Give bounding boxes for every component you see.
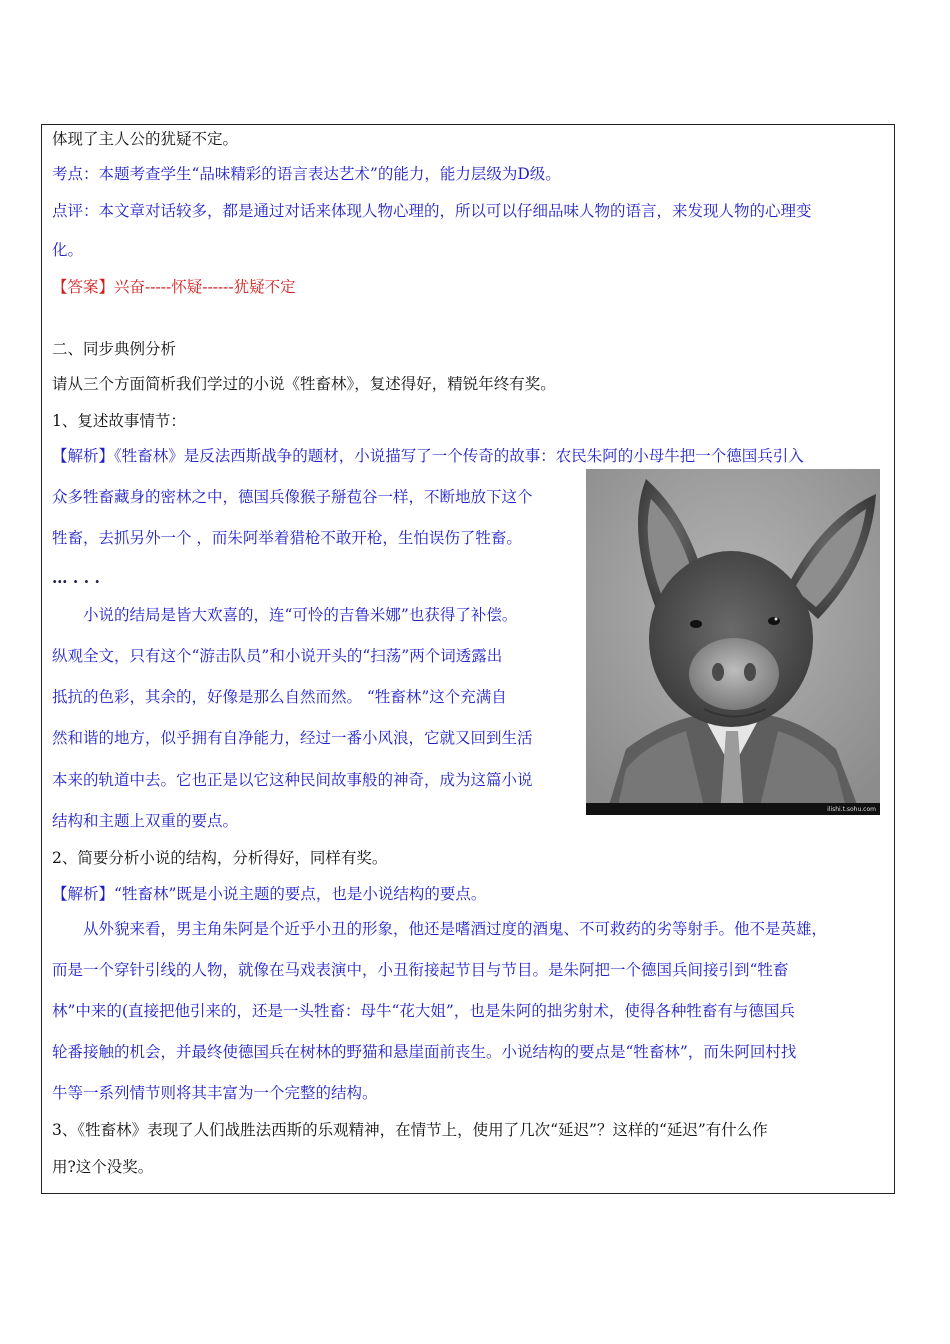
- text-line: 牛等一系列情节则将其丰富为一个完整的结构。: [52, 1084, 378, 1102]
- text-line: 抵抗的色彩，其余的，好像是那么自然而然。 “牲畜林”这个充满自: [52, 688, 507, 706]
- text-line: 轮番接触的机会，并最终使德国兵在树林的野猫和悬崖面前丧生。小说结构的要点是“牲畜林”，而朱阿回村找: [52, 1043, 797, 1061]
- text-line: 体现了主人公的犹疑不定。: [52, 130, 239, 148]
- answer-text: 兴奋-----怀疑------犹疑不定: [114, 278, 296, 296]
- text-line: 林”中来的(直接把他引来的，还是一头牲畜：母牛“花大姐”，也是朱阿的拙劣射术，使得各种牲畜有与德国兵: [52, 1002, 795, 1020]
- pig-head-man-photo: [586, 469, 880, 815]
- analysis-tag: 【解析】: [52, 885, 115, 903]
- text-line: 用?这个没奖。: [52, 1158, 154, 1176]
- text-line: 纵观全文，只有这个“游击队员”和小说开头的“扫荡”两个词透露出: [52, 647, 503, 665]
- question-heading: 2、简要分析小说的结构，分析得好，同样有奖。: [52, 849, 388, 867]
- text-line: 结构和主题上双重的要点。: [52, 812, 239, 830]
- text-line: 而是一个穿针引线的人物，就像在马戏表演中，小丑衔接起节目与节目。是朱阿把一个德国兵间接引到“牲畜: [52, 961, 789, 979]
- text-line: 化。: [52, 241, 84, 259]
- question-heading: 1、复述故事情节：: [52, 412, 186, 430]
- section-heading: 二、同步典例分析: [52, 340, 177, 358]
- text-line: 考点：本题考查学生“品味精彩的语言表达艺术”的能力，能力层级为D级。: [52, 165, 561, 183]
- analysis-text: 《牲畜林》是反法西斯战争的题材，小说描写了一个传奇的故事：农民朱阿的小母牛把一个德国兵引入: [114, 447, 804, 465]
- answer-line: [52, 277, 296, 297]
- text-line: 然和谐的地方，似乎拥有自净能力，经过一番小风浪，它就又回到生活: [52, 729, 533, 747]
- text-line: 请从三个方面简析我们学过的小说《牲畜林》，复述得好，精锐年终有奖。: [52, 375, 556, 393]
- text-line: 从外貌来看，男主角朱阿是个近乎小丑的形象，他还是嗜酒过度的酒鬼、不可救药的劣等射手。他不是英雄，: [83, 920, 828, 938]
- analysis-line: [52, 884, 486, 904]
- text-line: 小说的结局是皆大欢喜的，连“可怜的吉鲁米娜”也获得了补偿。: [83, 606, 518, 624]
- content-frame: [41, 124, 895, 1194]
- answer-tag: 【答案】: [52, 278, 115, 296]
- photo-credit: ilishi.t.sohu.com: [827, 806, 876, 813]
- text-line: 点评：本文章对话较多，都是通过对话来体现人物心理的，所以可以仔细品味人物的语言，来发现人物的心理变: [52, 202, 812, 220]
- ellipsis-line: … . . .: [52, 568, 100, 587]
- analysis-text: “牲畜林”既是小说主题的要点，也是小说结构的要点。: [114, 885, 487, 903]
- text-line: 众多牲畜藏身的密林之中，德国兵像猴子掰苞谷一样，不断地放下这个: [52, 488, 533, 506]
- analysis-tag: 【解析】: [52, 447, 115, 465]
- text-line: 本来的轨道中去。它也正是以它这种民间故事般的神奇，成为这篇小说: [52, 771, 533, 789]
- question-heading: 3、《牲畜林》表现了人们战胜法西斯的乐观精神，在情节上，使用了几次“延迟”？这样的“延迟”有什么作: [52, 1121, 768, 1139]
- text-line: 牲畜，去抓另外一个 ，而朱阿举着猎枪不敢开枪，生怕误伤了牲畜。: [52, 529, 522, 547]
- pig-illustration: [586, 469, 880, 815]
- analysis-line: [52, 446, 804, 466]
